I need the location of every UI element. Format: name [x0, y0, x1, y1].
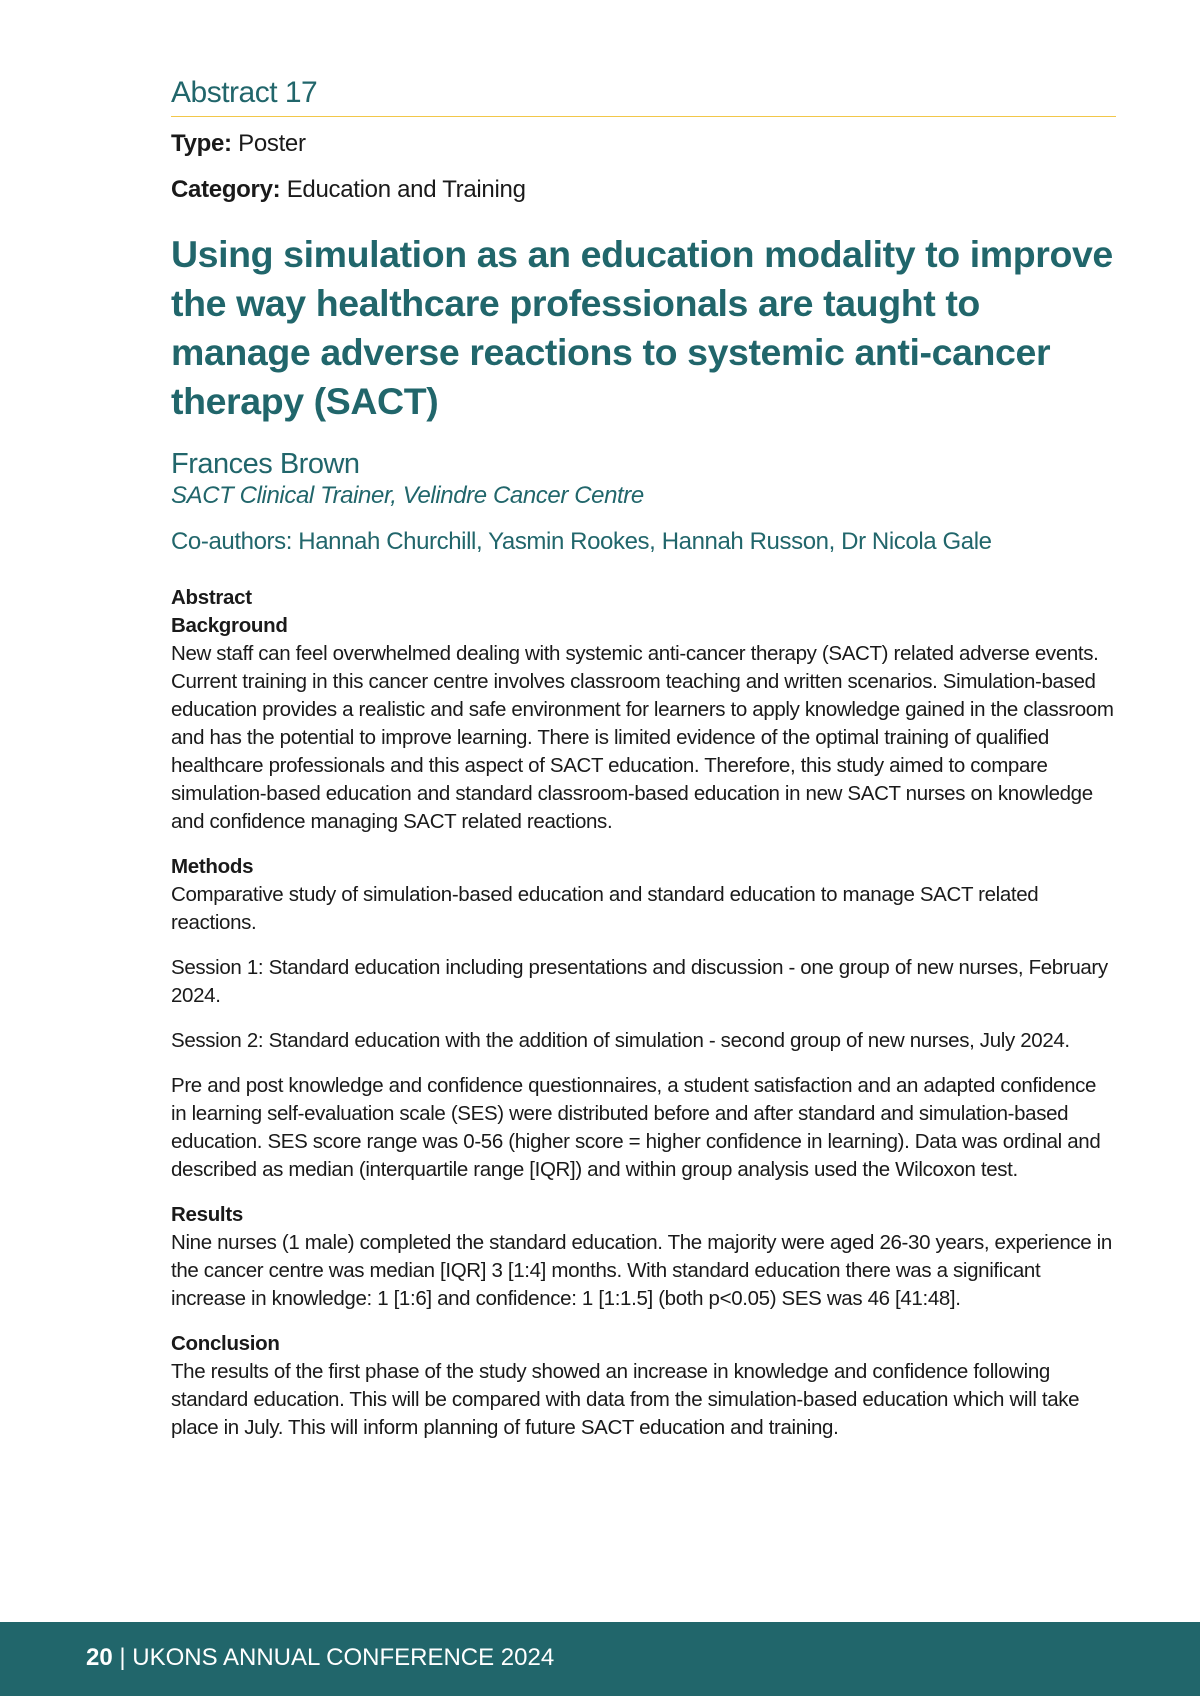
- category-line: [171, 176, 1116, 204]
- type-label: Type:: [171, 130, 232, 157]
- conclusion-heading: Conclusion: [171, 1332, 280, 1355]
- author-name: Frances Brown: [171, 448, 360, 480]
- author-affiliation: SACT Clinical Trainer, Velindre Cancer Centre: [171, 482, 644, 509]
- background-heading: Background: [171, 614, 288, 637]
- section-conclusion: [171, 1330, 1116, 1442]
- results-paragraph: Nine nurses (1 male) completed the standard education. The majority were aged 26-30 years, experience in the cancer centre was median [IQR] 3 [1:4] months. With standard education there was a significant increase in knowledge: 1 [1:6] and confidence: 1 [1:1.5] (both p<0.05) SES was 46 [41:48].: [171, 1231, 1112, 1310]
- category-value: Education and Training: [286, 176, 526, 203]
- abstract-number: Abstract 17: [171, 76, 1116, 117]
- conclusion-paragraph: The results of the first phase of the study showed an increase in knowledge and confidence following standard education. This will be compared with data from the simulation-based education which will take place in July. This will inform planning of future SACT education and training.: [171, 1360, 1080, 1439]
- methods-heading: Methods: [171, 855, 254, 878]
- background-paragraph: New staff can feel overwhelmed dealing with systemic anti-cancer therapy (SACT) related adverse events. Current training in this cancer centre involves classroom teaching and written scenarios. Simulation-based education provides a realistic and safe environment for learners to apply knowledge gained in the classroom and has the potential to improve learning. There is limited evidence of the optimal training of qualified healthcare professionals and this aspect of SACT education. Therefore, this study aimed to compare simulation-based education and standard classroom-based education in new SACT nurses on knowledge and confidence managing SACT related reactions.: [171, 642, 1114, 833]
- conference-name: UKONS ANNUAL CONFERENCE 2024: [132, 1644, 555, 1671]
- footer-separator: |: [112, 1644, 133, 1671]
- section-results: [171, 1201, 1116, 1313]
- methods-paragraph: Comparative study of simulation-based education and standard education to manage SACT related reactions.: [171, 883, 1039, 934]
- section-methods: [171, 853, 1116, 1184]
- coauthors: Co-authors: Hannah Churchill, Yasmin Rookes, Hannah Russon, Dr Nicola Gale: [171, 528, 992, 555]
- abstract-title: Using simulation as an education modality to improve the way healthcare professionals are taught to manage adverse reactions to systemic anti-cancer therapy (SACT): [171, 233, 1113, 422]
- results-heading: Results: [171, 1203, 243, 1226]
- footer-text: [86, 1644, 554, 1672]
- abstract-heading: Abstract: [171, 586, 252, 609]
- page-footer: [0, 1622, 1200, 1696]
- abstract-page: [171, 76, 1116, 1459]
- type-line: [171, 130, 1116, 158]
- type-value: Poster: [238, 130, 306, 157]
- section-background: [171, 612, 1116, 836]
- methods-paragraph: Session 2: Standard education with the addition of simulation - second group of new nurses, July 2024.: [171, 1029, 1070, 1052]
- page-number: 20: [86, 1644, 113, 1671]
- methods-paragraph: Pre and post knowledge and confidence questionnaires, a student satisfaction and an adapted confidence in learning self-evaluation scale (SES) were distributed before and after standard and simulation-based education. SES score range was 0-56 (higher score = higher confidence in learning). Data was ordinal and described as median (interquartile range [IQR]) and within group analysis used the Wilcoxon test.: [171, 1074, 1101, 1181]
- category-label: Category:: [171, 176, 281, 203]
- methods-paragraph: Session 1: Standard education including presentations and discussion - one group of new nurses, February 2024.: [171, 956, 1108, 1007]
